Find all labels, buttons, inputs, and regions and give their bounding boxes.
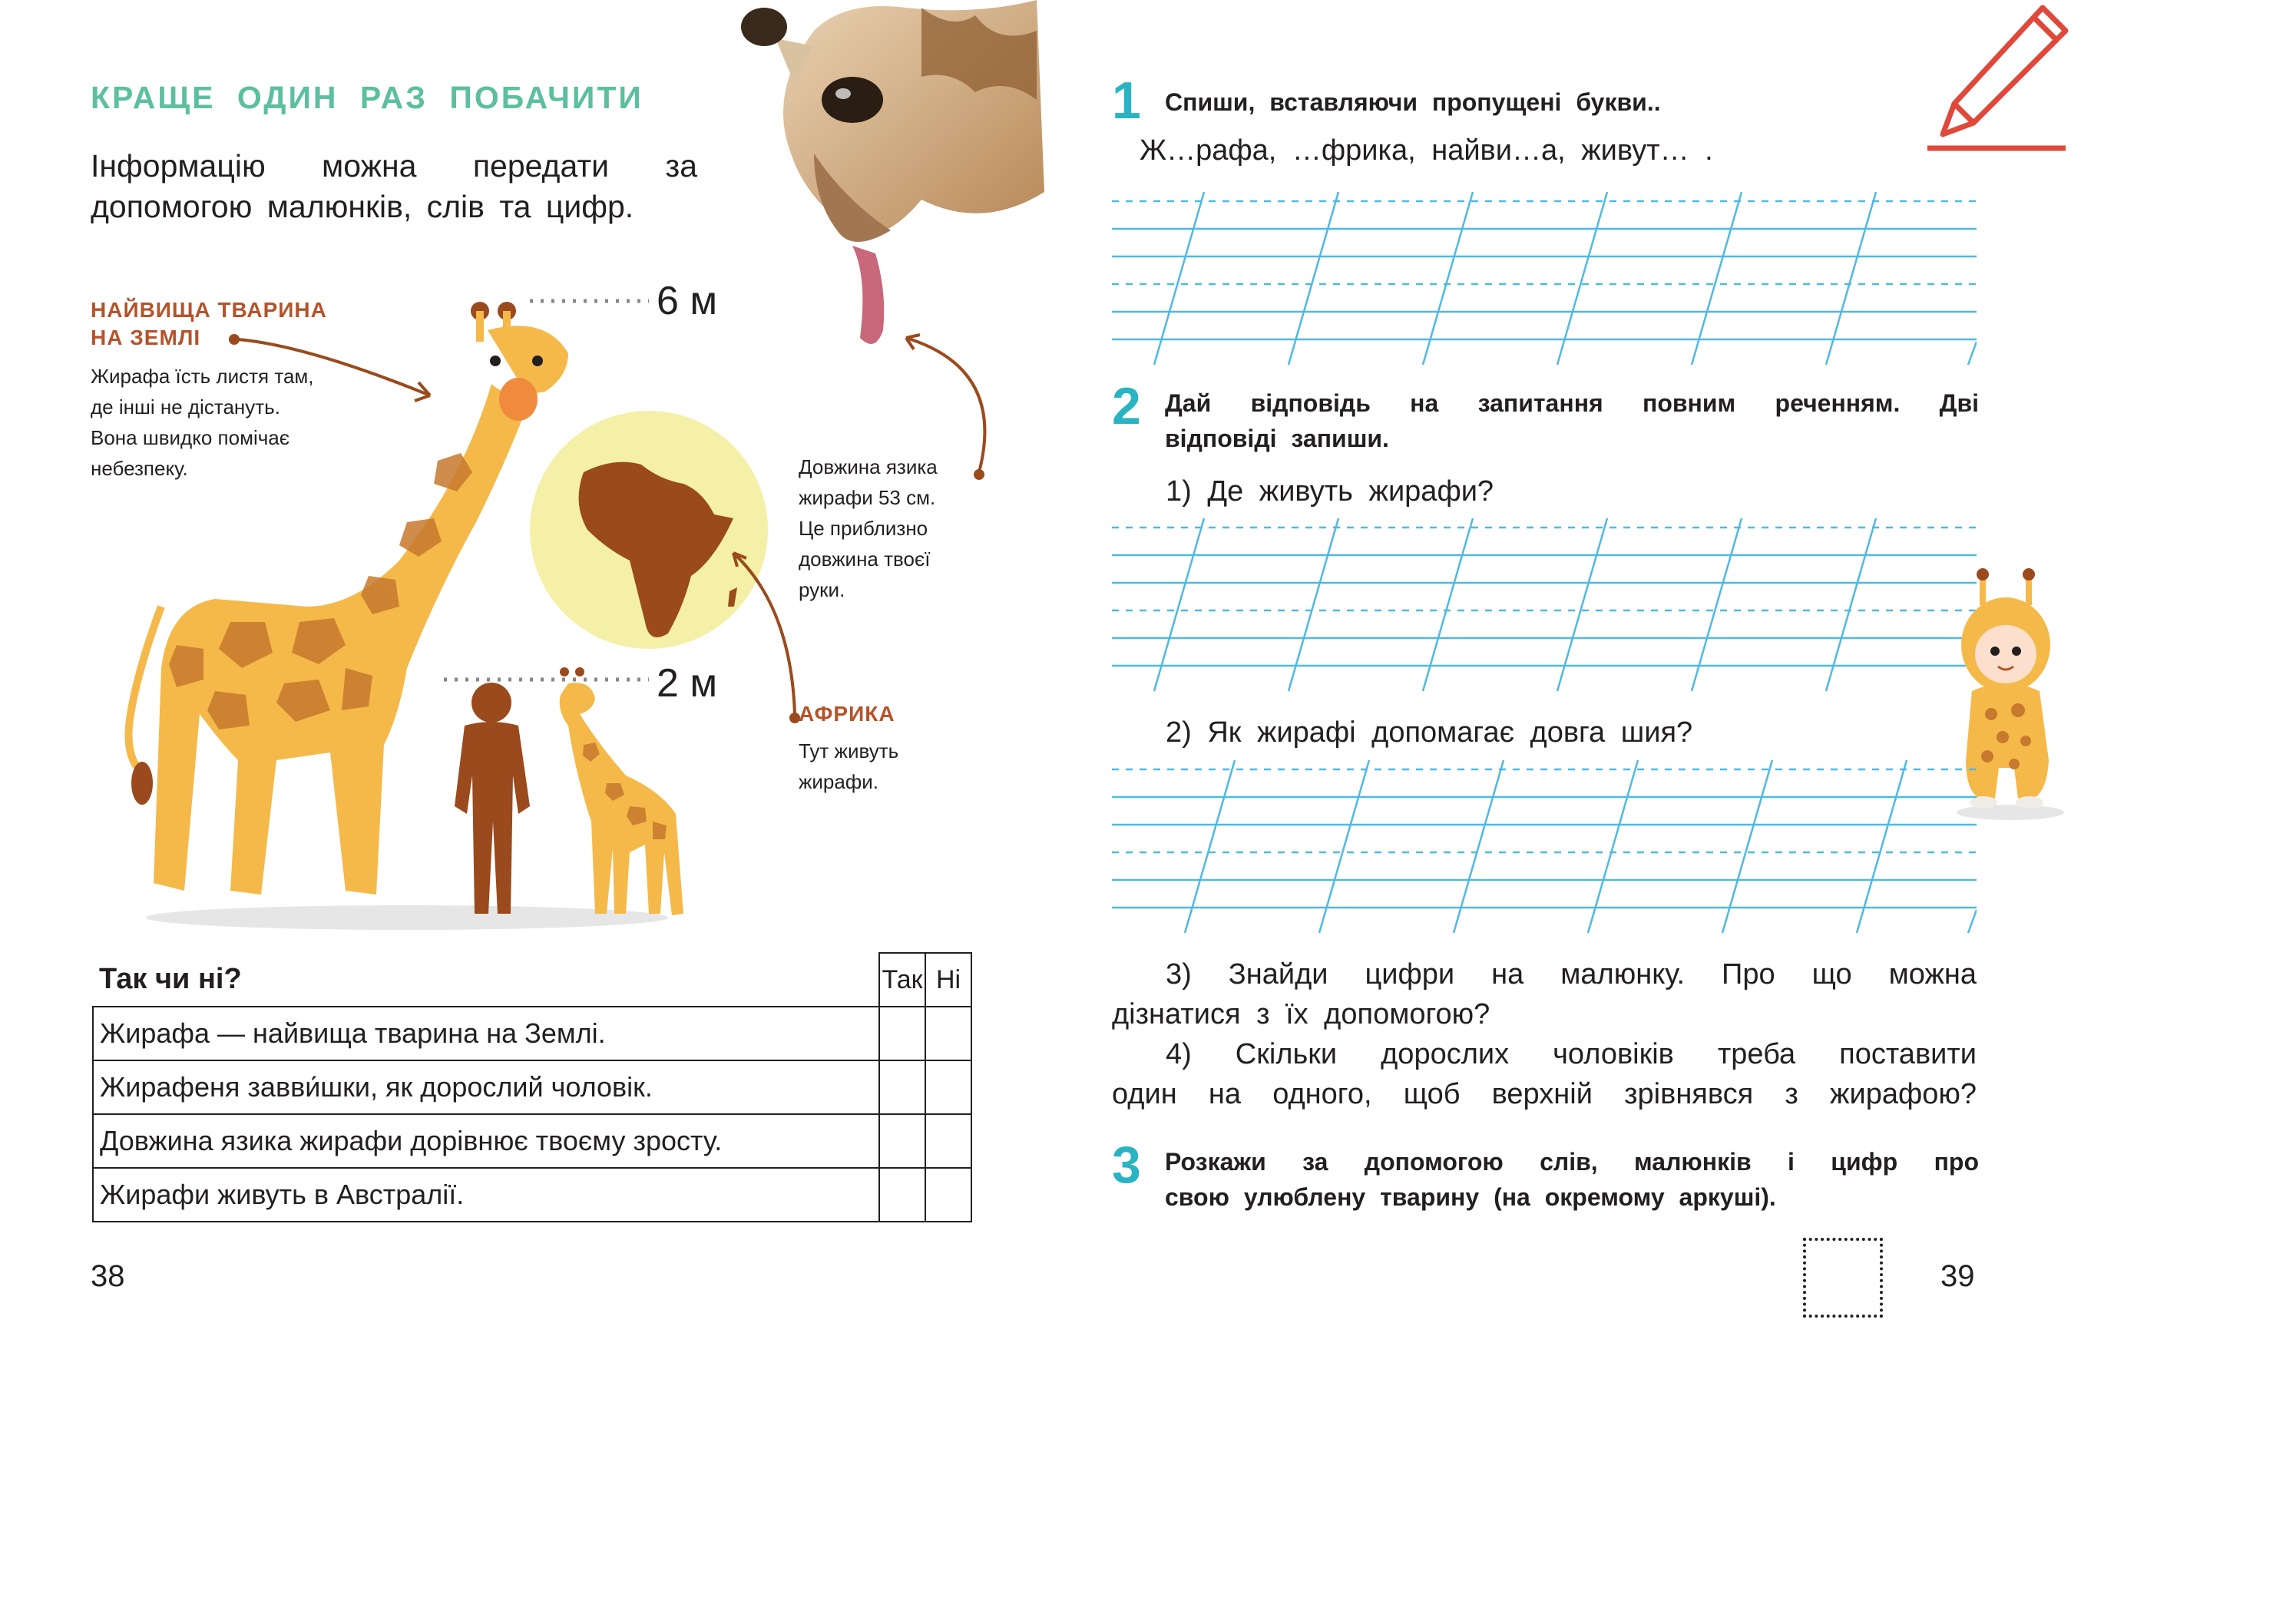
table-row [93, 1060, 971, 1114]
task2-question-4: 4) Скільки дорослих чоловіків треба поставити один на одного, щоб верхній зрівнявся з жирафою? [1112, 1038, 1977, 1110]
measure-adult-height: 6 м [657, 279, 718, 323]
task1-instruction: Спиши, вставляючи пропущені букви.. [1165, 88, 1661, 116]
callout-tallest-text: Жирафа їсть листя там, де інші не дістануть. Вона швидко помічає небезпеку. [91, 365, 314, 480]
answer-no-cell[interactable] [925, 1114, 971, 1168]
answer-yes-cell[interactable] [879, 1060, 925, 1114]
self-check-box[interactable] [1803, 1238, 1883, 1318]
statement-text: Жирафа — найвища тварина на Землі. [93, 1007, 879, 1060]
writing-lines-1[interactable] [1112, 192, 1977, 372]
writing-lines-3[interactable] [1112, 760, 1977, 941]
answer-yes-cell[interactable] [879, 1007, 925, 1060]
callout-africa-text: Тут живуть жирафи. [799, 739, 899, 793]
table-question: Так чи ні? [93, 953, 879, 1007]
table-row [93, 1168, 971, 1222]
task2-question-2: 2) Як жирафі допомагає довга шия? [1166, 716, 1693, 749]
human-silhouette [455, 683, 530, 914]
callout-africa-title: АФРИКА [799, 702, 895, 726]
callout-tongue-text: Довжина язика жирафи 53 см. Це приблизно довжина твоєї руки. [799, 455, 938, 601]
task1-words: Ж…рафа, …фрика, найви…а, живут… . [1140, 134, 1713, 167]
table-row [93, 1114, 971, 1168]
page-number-left: 38 [91, 1259, 125, 1293]
task3-instruction: Розкажи за допомогою слів, малюнків і цифр про свою улюблену тварину (на окремому аркуші). [1165, 1148, 1979, 1211]
measure-baby-height: 2 м [657, 661, 718, 706]
task-number-3: 3 [1112, 1136, 1141, 1194]
answer-no-cell[interactable] [925, 1007, 971, 1060]
true-false-table [92, 952, 972, 1222]
task-number-1: 1 [1112, 71, 1141, 130]
writing-lines-2[interactable] [1112, 518, 1977, 699]
answer-yes-cell[interactable] [879, 1114, 925, 1168]
column-yes: Так [879, 953, 925, 1007]
statement-text: Жирафи живуть в Австралії. [93, 1168, 879, 1222]
callout-tallest-title: НАЙВИЩА ТВАРИНА НА ЗЕМЛІ [91, 298, 327, 349]
pencil-icon [1920, 0, 2073, 154]
answer-no-cell[interactable] [925, 1060, 971, 1114]
answer-no-cell[interactable] [925, 1168, 971, 1222]
column-no: Ні [925, 953, 971, 1007]
page-number-right: 39 [1940, 1259, 1975, 1293]
table-row [93, 1007, 971, 1060]
task2-question-1: 1) Де живуть жирафи? [1166, 475, 1494, 508]
statement-text: Довжина язика жирафи дорівнює твоєму зросту. [93, 1114, 879, 1168]
answer-yes-cell[interactable] [879, 1168, 925, 1222]
tongue-arrow [891, 322, 1014, 491]
task2-instruction: Дай відповідь на запитання повним реченням. Дві відповіді запиши. [1165, 389, 1979, 452]
giraffe-illustration [77, 284, 1014, 937]
section-heading: КРАЩЕ ОДИН РАЗ ПОБАЧИТИ [91, 80, 643, 115]
statement-text: Жирафеня завви́шки, як дорослий чоловік. [93, 1060, 879, 1114]
intro-text: Інформацію можна передати за допомогою малюнків, слів та цифр. [91, 148, 697, 224]
task2-question-3: 3) Знайди цифри на малюнку. Про що можна дізнатися з їх допомогою? [1112, 958, 1977, 1030]
task-number-2: 2 [1112, 377, 1141, 435]
